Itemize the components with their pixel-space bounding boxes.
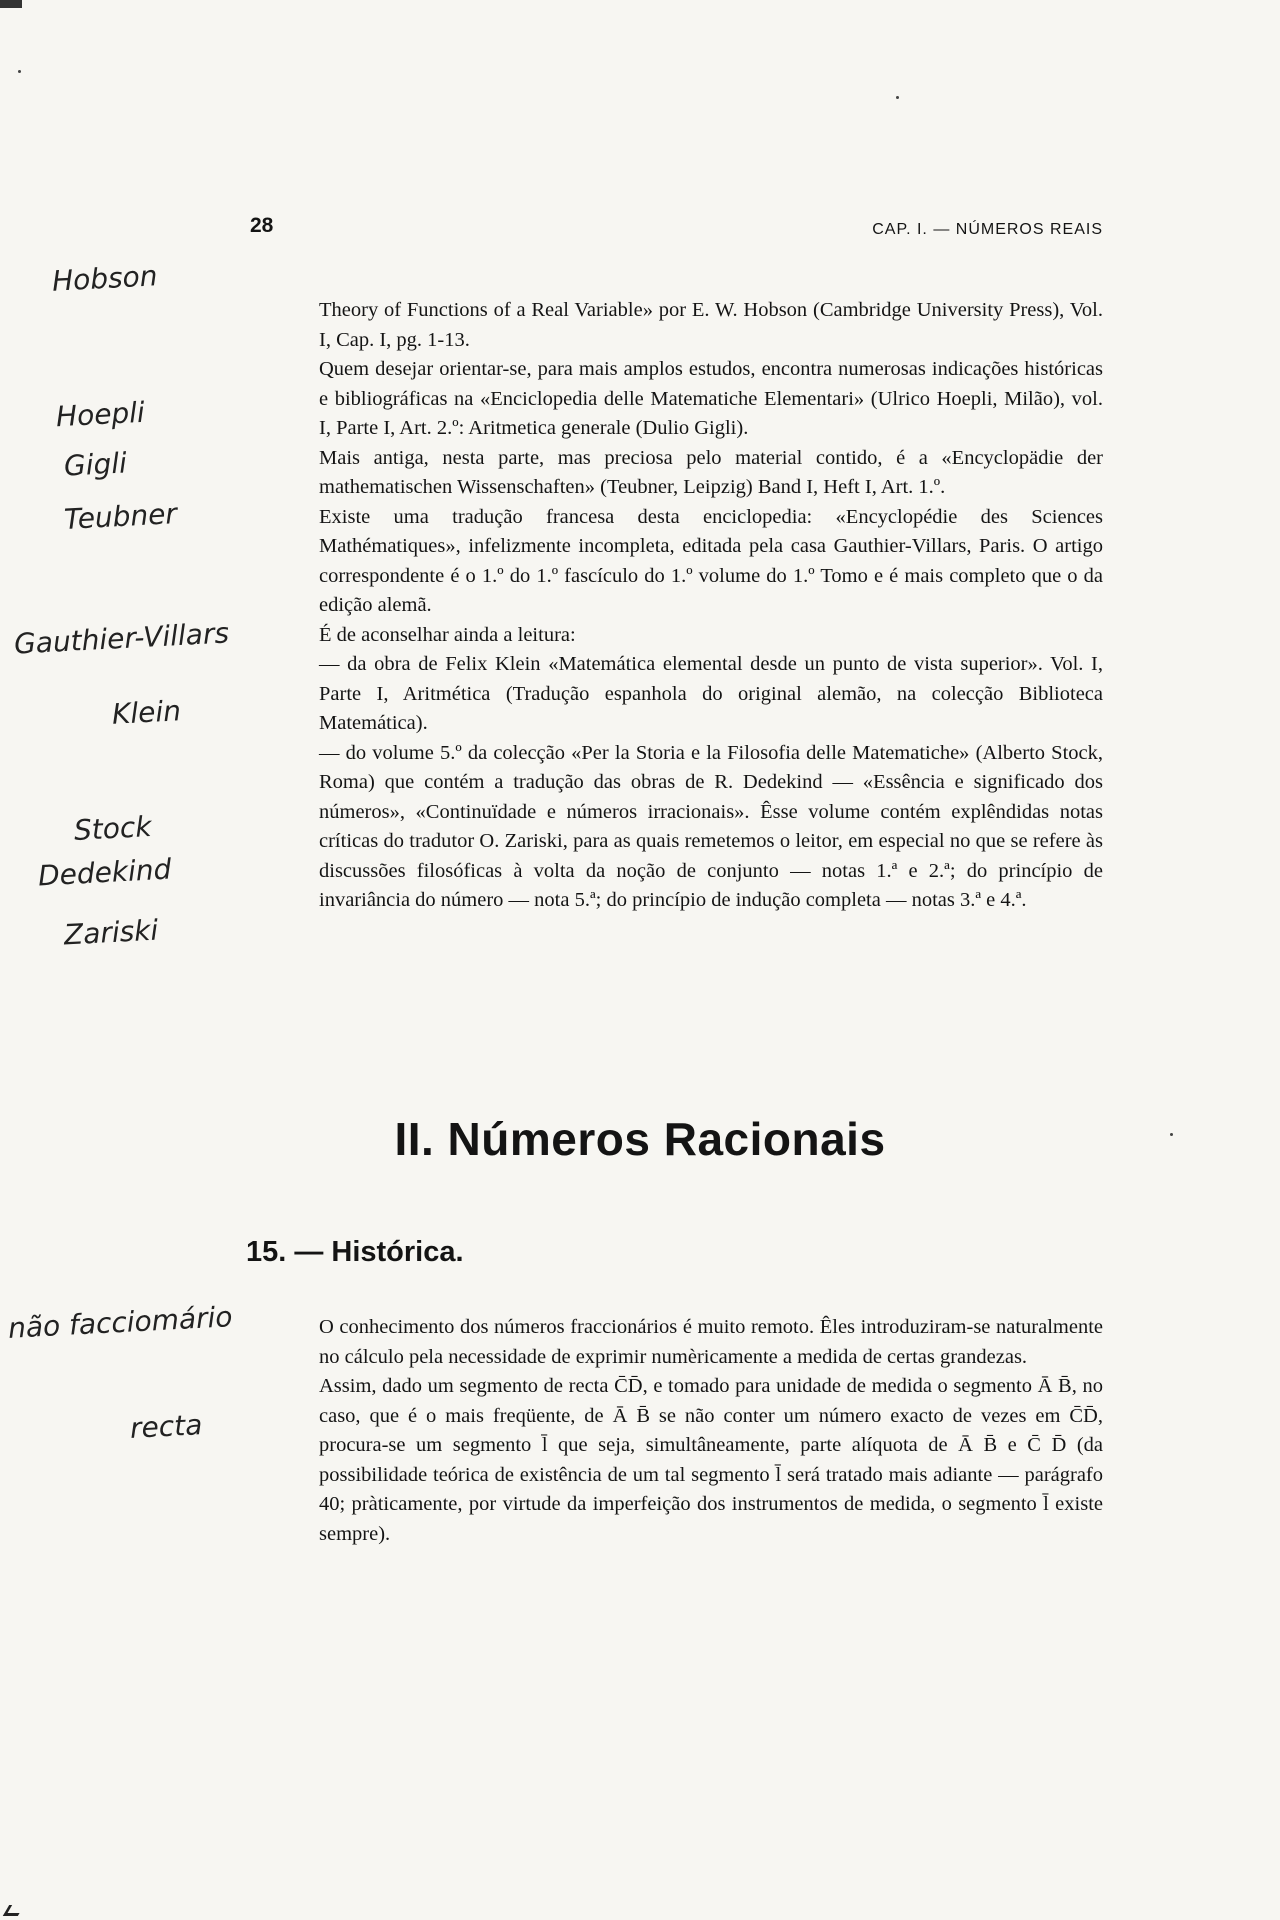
section-heading — [246, 1236, 472, 1269]
scan-corner-mark — [3, 1905, 24, 1916]
scan-edge-mark — [0, 0, 22, 8]
handwritten-note: Gauthier-Villars — [13, 616, 230, 661]
bibliography-paragraph: — do volume 5.º da colecção «Per la Storia e la Filosofia delle Matematiche» (Alberto Stock, Roma) que contém a tradução das obras de R. Dedekind — «Essência e significado dos números», «Continuïdade e números irracionais». Êsse volume contém explêndidas notas críticas do tradutor O. Zariski, para as quais remetemos o leitor, em especial no que se refere às discussões filosóficas à volta da noção de conjunto — notas 1.ª e 2.ª; do princípio de invariância do número — nota 5.ª; do princípio de indução completa — notas 3.ª e 4.ª. — [319, 741, 1103, 911]
handwritten-note: recta — [129, 1408, 204, 1445]
bibliography-paragraph: Mais antiga, nesta parte, mas preciosa pelo material contido, é a «Encyclopädie der mathematischen Wissenschaften» (Teubner, Leipzig) Band I, Heft I, Art. 1.º. — [319, 446, 1103, 498]
section-title: — Histórica. — [294, 1236, 464, 1268]
section-number: 15. — [246, 1236, 287, 1268]
bibliography-paragraph: — da obra de Felix Klein «Matemática elemental desde un punto de vista superior». Vol. I, Parte I, Aritmética (Tradução espanhola do original alemão, na colecção Biblioteca Matemática). — [319, 653, 1103, 734]
handwritten-note: não facciomário — [7, 1300, 234, 1345]
handwritten-note: Stock — [73, 809, 153, 848]
bibliography-paragraph: Quem desejar orientar-se, para mais amplos estudos, encontra numerosas indicações históricas e bibliográficas na «Enciclopedia delle Matematiche Elementari» (Ulrico Hoepli, Milão), vol. I, Parte I, Art. 2.º: Aritmetica generale (Dulio Gigli). — [319, 358, 1103, 439]
handwritten-note: Hobson — [51, 259, 159, 298]
scan-speck — [18, 70, 21, 73]
handwritten-note: Teubner — [63, 497, 178, 536]
bibliography-paragraph: Theory of Functions of a Real Variable» por E. W. Hobson (Cambridge University Press), Vol. I, Cap. I, pg. 1-13. — [319, 299, 1103, 351]
bibliography-notes — [319, 296, 1103, 916]
chapter-title: II. Números Racionais — [394, 1113, 886, 1165]
handwritten-note: Gigli — [63, 446, 128, 483]
body-paragraph: Assim, dado um segmento de recta C̄D̄, e tomado para unidade de medida o segmento Ā B̄, no caso, que é o mais freqüente, de Ā B̄ se não conter um número exacto de vezes em C̄D̄, procura-se um segmento l̄ que seja, simultâneamente, parte alíquota de Ā B̄ e C̄ D̄ (da possibilidade teórica de existência de um tal segmento l̄ será tratado mais adiante — parágrafo 40; pràticamente, por virtude da imperfeição dos instrumentos de medida, o segmento l̄ existe sempre). — [319, 1375, 1103, 1545]
body-paragraph: O conhecimento dos números fraccionários é muito remoto. Êles introduziram-se naturalmente no cálculo pela necessidade de exprimir numèricamente a medida de certas grandezas. — [319, 1316, 1103, 1368]
handwritten-note: Zariski — [63, 913, 160, 952]
running-head: CAP. I. — NÚMEROS REAIS — [872, 221, 1103, 238]
bibliography-paragraph: É de aconselhar ainda a leitura: — [319, 623, 576, 646]
handwritten-note: Klein — [111, 694, 182, 731]
handwritten-note: Dedekind — [37, 852, 173, 893]
section-body — [319, 1313, 1103, 1549]
scan-speck — [896, 96, 899, 99]
bibliography-paragraph: Existe uma tradução francesa desta enciclopedia: «Encyclopédie des Sciences Mathématiques», infelizmente incompleta, editada pela casa Gauthier-Villars, Paris. O artigo correspondente é o 1.º do 1.º fascículo do 1.º volume do 1.º Tomo e é mais completo que o da edição alemã. — [319, 505, 1103, 616]
handwritten-note: Hoepli — [55, 395, 146, 434]
page-number: 28 — [250, 214, 274, 237]
